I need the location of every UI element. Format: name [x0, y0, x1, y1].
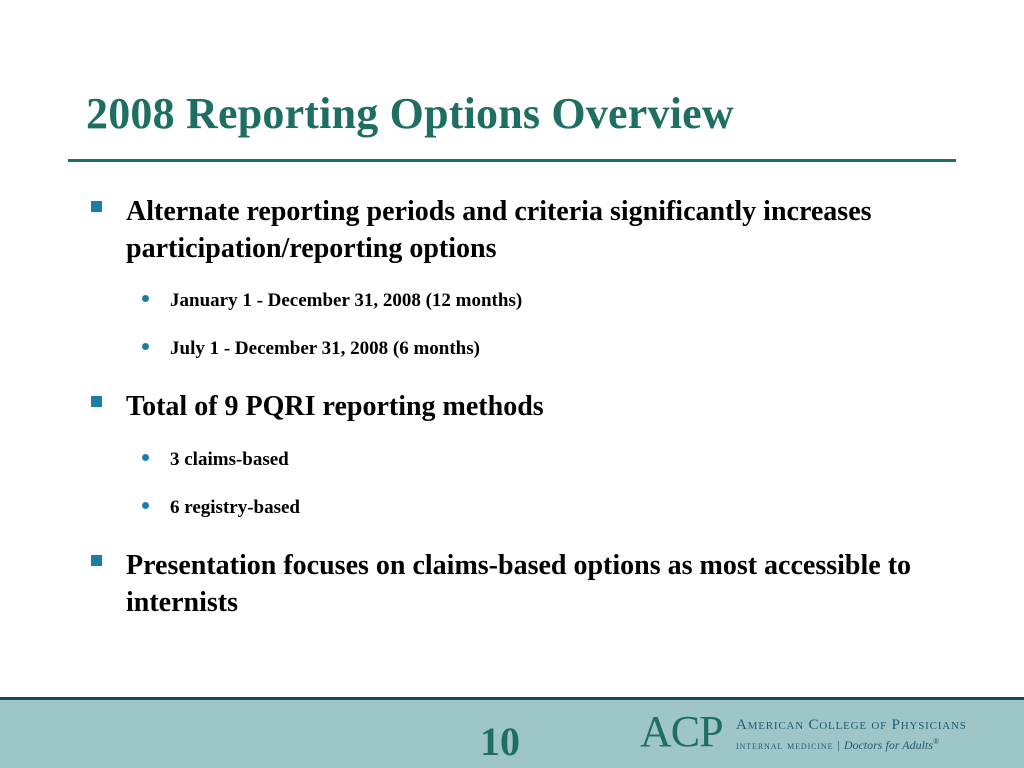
round-bullet-icon [142, 295, 149, 302]
bullet-item: Alternate reporting periods and criteria significantly increases participation/reporting options [126, 196, 872, 264]
organization-name: American College of Physicians [736, 717, 967, 733]
tagline-internal-medicine: internal medicine [736, 738, 834, 752]
square-bullet-icon [91, 396, 102, 407]
acp-logo [640, 708, 985, 758]
bullet-item: Presentation focuses on claims-based options as most accessible to internists [126, 550, 912, 618]
sub-bullet-item: July 1 - December 31, 2008 (6 months) [170, 338, 480, 359]
square-bullet-icon [91, 555, 102, 566]
bullet-item: Total of 9 PQRI reporting methods [126, 391, 544, 422]
square-bullet-icon [91, 201, 102, 212]
acp-logo-mark: ACP [640, 707, 723, 756]
round-bullet-icon [142, 343, 149, 350]
sub-bullet-item: 3 claims-based [170, 449, 289, 470]
slide-title: 2008 Reporting Options Overview [86, 89, 734, 138]
round-bullet-icon [142, 454, 149, 461]
page-number: 10 [480, 719, 520, 764]
organization-tagline [736, 734, 939, 753]
sub-bullet-item: 6 registry-based [170, 497, 300, 518]
tagline-separator: | [837, 738, 840, 752]
sub-bullet-item: January 1 - December 31, 2008 (12 months) [170, 290, 523, 311]
round-bullet-icon [142, 502, 149, 509]
tagline-doctors-for-adults: Doctors for Adults [843, 738, 933, 752]
registered-mark: ® [932, 737, 940, 746]
